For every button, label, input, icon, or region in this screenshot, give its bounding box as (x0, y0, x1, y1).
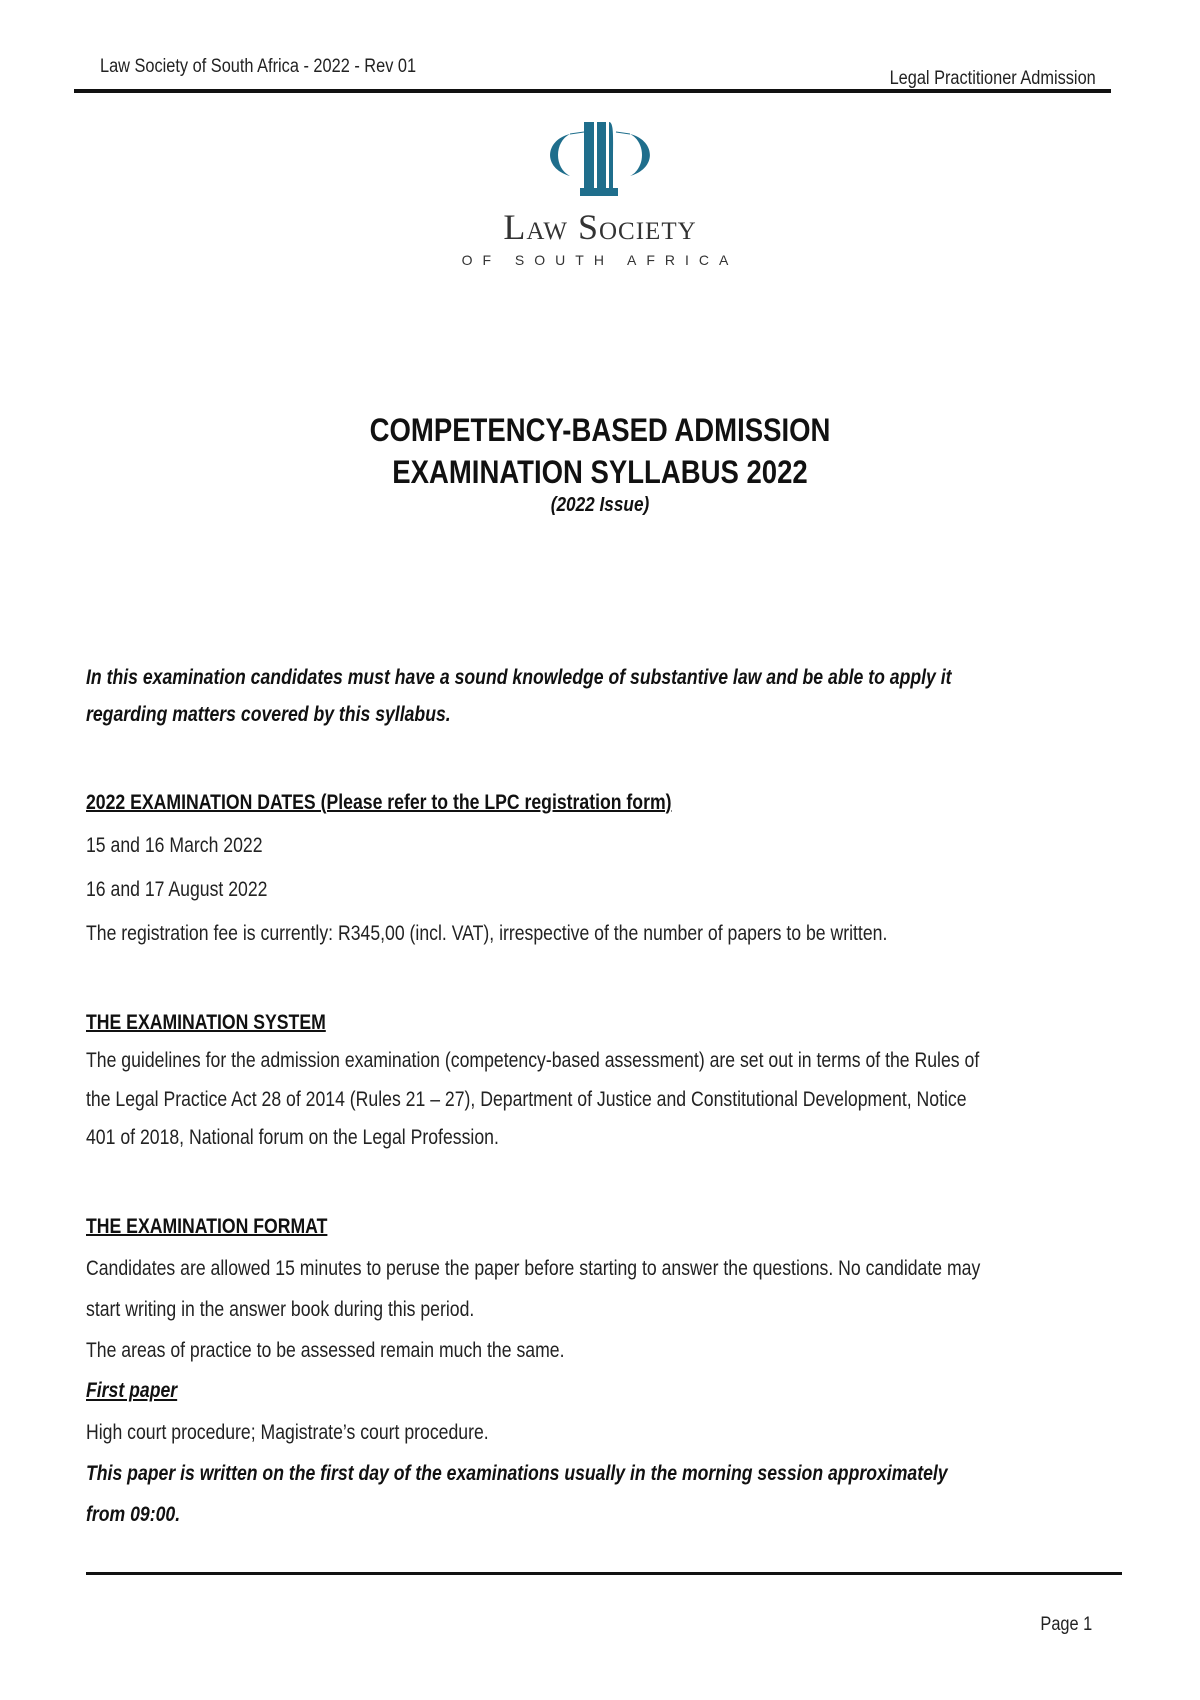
format-line3: The areas of practice to be assessed remain much the same. (86, 1339, 565, 1362)
format-heading: THE EXAMINATION FORMAT (86, 1215, 328, 1238)
exam-date-1: 15 and 16 March 2022 (86, 834, 263, 857)
document-title-line2: EXAMINATION SYLLABUS 2022 (392, 454, 808, 490)
system-heading: THE EXAMINATION SYSTEM (86, 1011, 326, 1034)
format-line1: Candidates are allowed 15 minutes to peruse the paper before starting to answer the questions. No candidate may (86, 1257, 981, 1280)
intro-line1: In this examination candidates must have a sound knowledge of substantive law and be able to apply it (86, 666, 952, 689)
dates-heading: 2022 EXAMINATION DATES (Please refer to the LPC registration form) (86, 791, 672, 814)
first-paper-heading: First paper (86, 1379, 178, 1402)
document-title-line1: COMPETENCY-BASED ADMISSION (369, 412, 831, 448)
page-number: Page 1 (1040, 1614, 1092, 1635)
pillar-logo-icon (540, 118, 660, 200)
law-society-logo (440, 118, 760, 278)
first-paper-content: High court procedure; Magistrate’s court procedure. (86, 1421, 489, 1444)
format-line2: start writing in the answer book during this period. (86, 1298, 475, 1321)
system-line3: 401 of 2018, National forum on the Legal Profession. (86, 1126, 499, 1149)
header-left-text: Law Society of South Africa - 2022 - Rev 01 (100, 56, 417, 77)
header-right-text: Legal Practitioner Admission (889, 68, 1096, 89)
footer-divider (86, 1572, 1122, 1575)
first-paper-note-line2: from 09:00. (86, 1503, 181, 1526)
system-line2: the Legal Practice Act 28 of 2014 (Rules 21 – 27), Department of Justice and Constitutional Development, Notice (86, 1088, 967, 1111)
logo-name: Law Society (503, 207, 697, 247)
exam-date-2: 16 and 17 August 2022 (86, 878, 268, 901)
intro-line2: regarding matters covered by this syllabus. (86, 703, 451, 726)
header-divider (74, 89, 1111, 93)
registration-fee: The registration fee is currently: R345,00 (incl. VAT), irrespective of the number of papers to be written. (86, 922, 888, 945)
first-paper-note-line1: This paper is written on the first day of the examinations usually in the morning session approximately (86, 1462, 948, 1485)
system-line1: The guidelines for the admission examination (competency-based assessment) are set out in terms of the Rules of (86, 1049, 980, 1072)
logo-subtitle: OF SOUTH AFRICA (461, 252, 739, 268)
document-issue: (2022 Issue) (550, 494, 650, 516)
